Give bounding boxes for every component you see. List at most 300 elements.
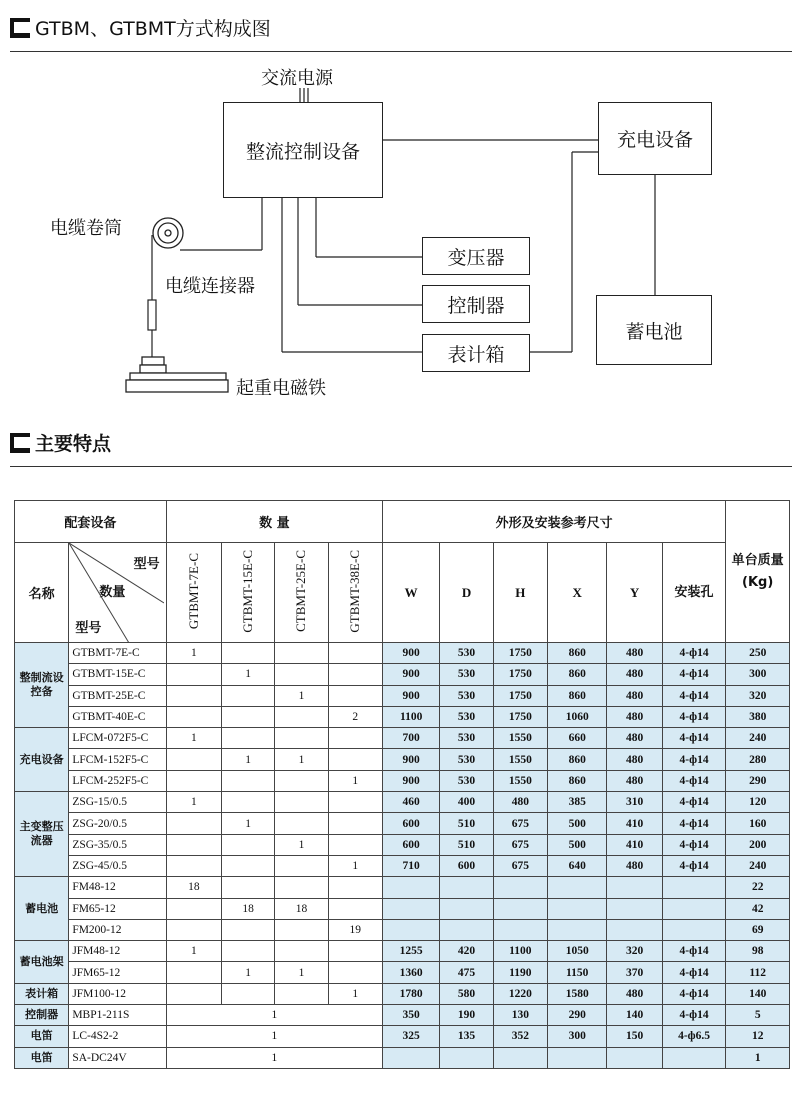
quantity-cell [166,898,221,919]
dim-cell-y: 310 [607,792,662,813]
dim-cell-h: 1550 [493,770,547,791]
group-name-cell: 蓄电池架 [15,941,69,984]
mass-cell: 1 [726,1047,790,1068]
mass-cell: 240 [726,728,790,749]
mount-hole-cell: 4-ф14 [662,941,726,962]
quantity-cell: 2 [328,706,382,727]
dim-cell-w: 710 [382,855,439,876]
dim-cell-w: 700 [382,728,439,749]
dim-cell-h: 1220 [493,983,547,1004]
charger-label: 充电设备 [616,129,693,151]
dim-cell-h: 1190 [493,962,547,983]
dim-cell-x: 1150 [547,962,606,983]
dim-cell-d: 530 [440,728,493,749]
table-row [15,706,790,727]
qty-model: GTBMT-38E-C [347,549,363,633]
quantity-cell: 19 [328,919,382,940]
dim-cell-w: 1780 [382,983,439,1004]
mount-hole-cell: 4-ф14 [662,728,726,749]
dim-cell-h [493,1047,547,1068]
dim-cell-x [547,919,606,940]
dim-cell-h: 1750 [493,643,547,664]
dim-cell-w: 600 [382,813,439,834]
quantity-cell [328,813,382,834]
dim-cell-x: 500 [547,813,606,834]
section-title: GTBM、GTBMT方式构成图 [35,18,271,40]
qty-model: CTBMT-25E-C [293,550,309,632]
mount-hole-cell: 4-ф14 [662,792,726,813]
quantity-cell [328,728,382,749]
quantity-cell: 1 [166,1005,382,1026]
dim-cell-x: 860 [547,770,606,791]
dim-cell-d: 530 [440,664,493,685]
dim-cell-d: 190 [440,1005,493,1026]
model-cell: GTBMT-40E-C [69,706,166,727]
model-cell: FM65-12 [69,898,166,919]
mass-cell: 42 [726,898,790,919]
quantity-cell [222,770,275,791]
quantity-cell: 1 [328,983,382,1004]
mass-cell: 120 [726,792,790,813]
qty-model: GTBMT-7E-C [185,552,201,630]
mount-hole-cell [662,1047,726,1068]
quantity-cell: 18 [222,898,275,919]
mass-cell: 160 [726,813,790,834]
table-row [15,728,790,749]
dim-cell-x [547,898,606,919]
dim-cell-y: 150 [607,1026,662,1047]
table-row [15,898,790,919]
dim-cell-y: 480 [607,685,662,706]
dim-cell-w: 900 [382,664,439,685]
model-cell: GTBMT-7E-C [69,643,166,664]
dim-cell-x: 290 [547,1005,606,1026]
table-row [15,1005,790,1026]
dim-cell-w: 900 [382,685,439,706]
quantity-cell [222,983,275,1004]
table-row [15,1047,790,1068]
group-name-cell: 蓄电池 [15,877,69,941]
quantity-cell [222,877,275,898]
model-cell: ZSG-45/0.5 [69,855,166,876]
mount-hole-cell: 4-ф14 [662,770,726,791]
table-row [15,834,790,855]
section-title: 主要特点 [35,433,112,455]
dim-cell-x: 300 [547,1026,606,1047]
header-name: 名称 [15,543,69,643]
quantity-cell [328,792,382,813]
quantity-cell [275,664,328,685]
quantity-cell [166,749,221,770]
quantity-cell [275,770,328,791]
mass-cell: 12 [726,1026,790,1047]
quantity-cell [166,834,221,855]
quantity-cell [275,983,328,1004]
cable-reel-icon [153,218,183,248]
dim-cell-d: 530 [440,770,493,791]
diag-model-top: 型号 [133,557,160,572]
model-cell: FM200-12 [69,919,166,940]
quantity-cell [222,706,275,727]
dim-cell-h [493,877,547,898]
rectifier-box [223,102,383,198]
header-dimensions: 外形及安装参考尺寸 [382,501,725,543]
table-row [15,792,790,813]
qty-model: GTBMT-15E-C [240,549,256,633]
dim-cell-h: 1750 [493,664,547,685]
quantity-cell [166,919,221,940]
dim-cell-h: 1100 [493,941,547,962]
dim-cell-x: 860 [547,685,606,706]
mount-hole-cell: 4-ф14 [662,706,726,727]
quantity-cell: 1 [275,962,328,983]
table-row [15,813,790,834]
quantity-cell: 1 [275,685,328,706]
group-name-cell: 电笛 [15,1047,69,1068]
mount-hole-cell: 4-ф14 [662,834,726,855]
dim-cell-d: 510 [440,813,493,834]
battery-label: 蓄电池 [625,320,683,343]
table-row [15,941,790,962]
mount-hole-cell: 4-ф14 [662,855,726,876]
quantity-cell [275,728,328,749]
dim-cell-h: 675 [493,855,547,876]
dim-cell-d: 420 [440,941,493,962]
mass-cell: 240 [726,855,790,876]
dim-cell-h: 675 [493,834,547,855]
model-cell: GTBMT-25E-C [69,685,166,706]
dim-cell-d: 475 [440,962,493,983]
mass-cell: 69 [726,919,790,940]
dim-cell-x: 1580 [547,983,606,1004]
mount-hole-cell: 4-ф14 [662,685,726,706]
dim-cell-x: 640 [547,855,606,876]
divider [10,466,792,467]
quantity-cell: 18 [166,877,221,898]
header-unit-mass: 单台质量(Kg) [726,501,790,643]
header-diagonal-cell [69,543,166,643]
quantity-cell [222,643,275,664]
quantity-cell [328,834,382,855]
dim-cell-w: 325 [382,1026,439,1047]
controller-label: 控制器 [447,294,505,317]
model-cell: ZSG-20/0.5 [69,813,166,834]
dim-cell-h: 130 [493,1005,547,1026]
dim-cell-w: 900 [382,643,439,664]
quantity-cell: 1 [166,728,221,749]
quantity-cell [328,749,382,770]
diag-qty: 数量 [99,585,126,600]
cable-connector-label: 电缆连接器 [165,276,255,297]
dim-cell-y: 140 [607,1005,662,1026]
dim-cell-d: 580 [440,983,493,1004]
dim-cell-h: 352 [493,1026,547,1047]
cable-connector-icon [148,300,156,330]
group-name-cell: 控制器 [15,1005,69,1026]
dim-cell-y: 410 [607,834,662,855]
quantity-cell [328,898,382,919]
dim-cell-x: 860 [547,664,606,685]
mass-cell: 5 [726,1005,790,1026]
quantity-cell [222,855,275,876]
quantity-cell [275,643,328,664]
dim-cell-h: 1550 [493,728,547,749]
ac-power-label: 交流电源 [261,68,333,89]
dim-cell-h: 1750 [493,706,547,727]
header-quantity: 数 量 [166,501,382,543]
mount-hole-cell: 4-ф6.5 [662,1026,726,1047]
dim-col-d: D [440,543,493,643]
dim-cell-y: 480 [607,728,662,749]
rectifier-label: 整流控制设备 [245,140,360,163]
mass-cell: 300 [726,664,790,685]
quantity-cell [166,706,221,727]
dim-cell-y: 410 [607,813,662,834]
mount-hole-cell: 4-ф14 [662,1005,726,1026]
quantity-cell: 1 [166,1026,382,1047]
mount-hole-cell: 4-ф14 [662,643,726,664]
table-row [15,643,790,664]
dim-cell-y: 480 [607,643,662,664]
quantity-cell [275,855,328,876]
dim-cell-w [382,919,439,940]
table-row [15,749,790,770]
mass-cell: 140 [726,983,790,1004]
dim-cell-h: 1550 [493,749,547,770]
dim-cell-x: 500 [547,834,606,855]
quantity-cell: 1 [166,941,221,962]
model-cell: JFM48-12 [69,941,166,962]
mount-hole-cell: 4-ф14 [662,664,726,685]
quantity-cell [222,728,275,749]
meter-box [422,334,530,372]
mount-hole-cell: 4-ф14 [662,983,726,1004]
model-cell: SA-DC24V [69,1047,166,1068]
model-cell: MBP1-211S [69,1005,166,1026]
dim-cell-w: 350 [382,1005,439,1026]
model-cell: ZSG-15/0.5 [69,792,166,813]
qty-model-col [222,543,275,643]
dim-cell-y: 480 [607,664,662,685]
dim-cell-h: 480 [493,792,547,813]
qty-model-col [166,543,221,643]
transformer-box [422,237,530,275]
quantity-cell: 1 [222,962,275,983]
quantity-cell: 1 [275,834,328,855]
dim-cell-x: 860 [547,749,606,770]
dim-cell-w: 1360 [382,962,439,983]
mass-cell: 380 [726,706,790,727]
mount-hole-cell: 4-ф14 [662,962,726,983]
transformer-label: 变压器 [447,246,505,269]
dim-cell-x [547,877,606,898]
model-cell: LC-4S2-2 [69,1026,166,1047]
bracket-icon [10,433,30,453]
dim-cell-w [382,877,439,898]
dim-cell-d: 135 [440,1026,493,1047]
mount-hole-cell: 4-ф14 [662,749,726,770]
quantity-cell: 1 [166,1047,382,1068]
mass-cell: 250 [726,643,790,664]
dim-cell-y: 480 [607,855,662,876]
dim-cell-d [440,1047,493,1068]
dim-cell-y: 480 [607,983,662,1004]
quantity-cell [166,983,221,1004]
mount-hole-cell [662,919,726,940]
cable-reel-label: 电缆卷筒 [50,218,122,239]
dim-cell-x: 385 [547,792,606,813]
dim-cell-d: 400 [440,792,493,813]
header-equipment: 配套设备 [15,501,167,543]
quantity-cell: 1 [166,792,221,813]
meter-box-label: 表计箱 [447,343,505,366]
quantity-cell [275,706,328,727]
table-row [15,855,790,876]
dim-cell-y: 480 [607,706,662,727]
quantity-cell [222,919,275,940]
section-heading-features [10,429,111,456]
table-row [15,664,790,685]
dim-cell-y [607,919,662,940]
dim-cell-y [607,898,662,919]
dim-cell-y: 480 [607,749,662,770]
quantity-cell [275,877,328,898]
dim-cell-x: 1050 [547,941,606,962]
quantity-cell [275,792,328,813]
dim-cell-d [440,898,493,919]
dim-col-y: Y [607,543,662,643]
quantity-cell: 1 [222,749,275,770]
quantity-cell [166,770,221,791]
table-row [15,1026,790,1047]
dim-cell-h [493,898,547,919]
dim-cell-x: 1060 [547,706,606,727]
quantity-cell: 1 [222,813,275,834]
model-cell: LFCM-152F5-C [69,749,166,770]
dim-cell-d: 600 [440,855,493,876]
dim-cell-d: 530 [440,749,493,770]
quantity-cell: 1 [328,770,382,791]
mass-cell: 290 [726,770,790,791]
quantity-cell: 1 [222,664,275,685]
dim-cell-h: 675 [493,813,547,834]
spec-table [14,500,790,1069]
quantity-cell [275,941,328,962]
mass-cell: 320 [726,685,790,706]
quantity-cell [222,685,275,706]
dim-cell-w: 1100 [382,706,439,727]
qty-model-col [275,543,328,643]
mass-cell: 280 [726,749,790,770]
dim-cell-w [382,1047,439,1068]
dim-cell-w: 460 [382,792,439,813]
table-row [15,877,790,898]
dim-cell-d: 530 [440,685,493,706]
quantity-cell: 18 [275,898,328,919]
quantity-cell [166,855,221,876]
mount-hole-cell: 4-ф14 [662,813,726,834]
model-cell: LFCM-072F5-C [69,728,166,749]
diag-model-bottom: 型号 [75,621,102,636]
quantity-cell [166,664,221,685]
quantity-cell [222,941,275,962]
battery-box [596,295,712,365]
dim-cell-x [547,1047,606,1068]
dim-cell-x: 860 [547,643,606,664]
charger-box [598,102,712,175]
dim-cell-d: 530 [440,643,493,664]
dim-cell-d: 530 [440,706,493,727]
dim-cell-h: 1750 [493,685,547,706]
table-row [15,962,790,983]
table-row [15,770,790,791]
spec-table-body [15,643,790,1069]
model-cell: LFCM-252F5-C [69,770,166,791]
dim-col-w: W [382,543,439,643]
dim-cell-w: 900 [382,749,439,770]
dim-cell-y [607,1047,662,1068]
quantity-cell: 1 [166,643,221,664]
dim-cell-d [440,877,493,898]
group-name-cell: 主变整压流器 [15,792,69,877]
model-cell: JFM65-12 [69,962,166,983]
mass-cell: 112 [726,962,790,983]
quantity-cell [166,962,221,983]
dim-col-h: H [493,543,547,643]
lifting-magnet-label: 起重电磁铁 [236,378,326,399]
mass-cell: 22 [726,877,790,898]
quantity-cell [222,792,275,813]
lifting-magnet-icon [126,357,228,392]
quantity-cell [328,685,382,706]
dim-cell-h [493,919,547,940]
dim-cell-d [440,919,493,940]
dim-cell-x: 660 [547,728,606,749]
dim-cell-y: 370 [607,962,662,983]
quantity-cell [166,813,221,834]
dim-cell-d: 510 [440,834,493,855]
quantity-cell [222,834,275,855]
group-name-cell: 表计箱 [15,983,69,1004]
quantity-cell [328,643,382,664]
dim-cell-y [607,877,662,898]
mass-cell: 98 [726,941,790,962]
quantity-cell: 1 [275,749,328,770]
model-cell: FM48-12 [69,877,166,898]
dim-cell-w: 900 [382,770,439,791]
model-cell: JFM100-12 [69,983,166,1004]
table-row [15,919,790,940]
table-row [15,685,790,706]
model-cell: ZSG-35/0.5 [69,834,166,855]
quantity-cell [328,941,382,962]
dim-cell-w [382,898,439,919]
mount-hole-cell [662,898,726,919]
mount-hole-cell [662,877,726,898]
dim-cell-y: 480 [607,770,662,791]
quantity-cell [166,685,221,706]
group-name-cell: 电笛 [15,1026,69,1047]
dim-cell-w: 600 [382,834,439,855]
quantity-cell [328,664,382,685]
dim-cell-w: 1255 [382,941,439,962]
dim-cell-y: 320 [607,941,662,962]
mass-cell: 200 [726,834,790,855]
qty-model-col [328,543,382,643]
model-cell: GTBMT-15E-C [69,664,166,685]
quantity-cell: 1 [328,855,382,876]
quantity-cell [328,962,382,983]
